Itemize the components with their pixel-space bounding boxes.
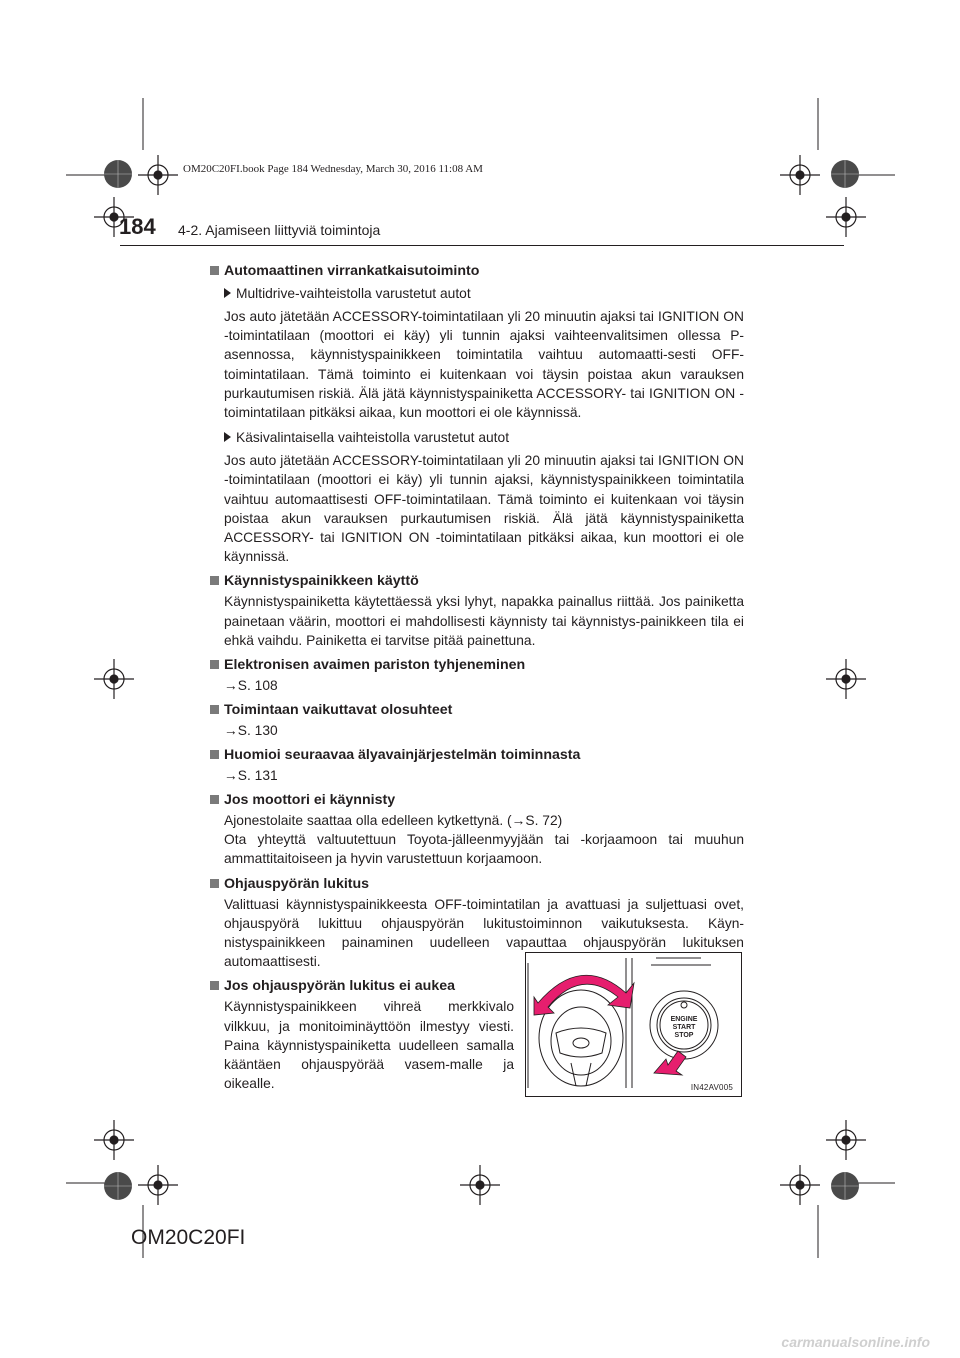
section-button-use: [210, 572, 744, 650]
paragraph: Ota yhteyttä valtuutettuun Toyota-jälleenmyyjään tai -korjaamoon tai muuhun ammattitaitoiseen ja hyvin varustettuun korjaamoon.: [224, 832, 744, 867]
subsection-title: Käsivalintaisella vaihteistolla varustetut autot: [210, 428, 744, 447]
steering-wheel-figure: [525, 952, 742, 1097]
press-arrow-icon: [654, 1051, 686, 1075]
section-title: Toimintaan vaikuttavat olosuhteet: [210, 701, 744, 719]
figure-code: IN42AV005: [690, 1083, 733, 1092]
watermark: carmanualsonline.info: [781, 1334, 930, 1350]
section-engine-no-start: [210, 791, 744, 869]
page-reference[interactable]: →S. 108: [224, 678, 278, 694]
section-smart-key: [210, 746, 744, 785]
page-reference[interactable]: →S. 130: [224, 723, 278, 739]
book-label: OM20C20FI.book Page 184 Wednesday, March 30, 2016 11:08 AM: [183, 163, 483, 175]
paragraph: Jos auto jätetään ACCESSORY-toimintatilaan yli 20 minuutin ajaksi tai IGNITION ON -toimintatilaan (moottori ei käy) yli tunnin ajaksi vaihteenvalitsimen ollessa P-asennossa, käynnistyspainikkeen toimintatila vaihtuu automaatti-sesti OFF-toimintatilaan. Tämä toiminto ei kuitenkaan voi täysin poistaa akun varauksen purkautumisen riskiä. Älä jätä käynnistyspainiketta ACCESSORY- tai IGNITION ON -toimintatilaan pitkäksi aikaa, kun moottori ei ole käynnissä.: [224, 309, 744, 421]
page-number: 184: [119, 214, 156, 239]
steering-wheel-illustration: [526, 953, 741, 1096]
section-title: Käynnistyspainikkeen käyttö: [210, 572, 744, 590]
paragraph: Käynnistyspainikkeen vihreä merkkivalo vilkkuu, ja monitoiminäyttöön ilmestyy viesti. Paina käynnistyspainiketta uudelleen samalla kääntäen ohjauspyörää vasem-malle ja oikealle.: [224, 999, 514, 1092]
header-rule: [120, 245, 844, 246]
stop-label: STOP: [674, 1032, 694, 1039]
chapter-title: 4-2. Ajamiseen liittyviä toimintoja: [178, 222, 381, 238]
paragraph: Ajonestolaite saattaa olla edelleen kytkettynä. (→S. 72): [224, 813, 563, 829]
footer-code: OM20C20FI: [131, 1226, 246, 1249]
section-auto-off: [210, 262, 744, 566]
section-title: Huomioi seuraavaa älyavainjärjestelmän toiminnasta: [210, 746, 744, 764]
section-battery: [210, 656, 744, 695]
section-title: Ohjauspyörän lukitus: [210, 875, 744, 893]
engine-label: ENGINE: [670, 1016, 698, 1023]
section-title: Jos ohjauspyörän lukitus ei aukea: [210, 977, 744, 995]
page-reference[interactable]: →S. 131: [224, 768, 278, 784]
paragraph: Valittuasi käynnistyspainikkeesta OFF-toimintatilan ja avattuasi ja suljettuasi ovet, ohjauspyörä lukittuu ohjauspyörän lukitustoiminnon vaikutuksesta. Käyn-nistyspainikkeen painaminen uudelleen vapauttaa ohjauspyörän lukituksen automaattisesti.: [224, 896, 744, 970]
paragraph: Jos auto jätetään ACCESSORY-toimintatilaan yli 20 minuutin ajaksi tai IGNITION ON -toimintatilaan (moottori ei käy) yli tunnin ajaksi, käynnistyspainikkeen toimintatila vaihtuu automaattisesti OFF-toimintatilaan. Tämä toiminto ei kuitenkaan voi täysin poistaa akun varauksen purkautumisen riskiä. Älä jätä käynnistyspainiketta ACCESSORY- tai IGNITION ON -toimintatilaan pitkäksi aikaa, kun moottori ei ole käynnissä.: [224, 453, 744, 565]
subsection-title: Multidrive-vaihteistolla varustetut autot: [210, 284, 744, 303]
section-title: Jos moottori ei käynnisty: [210, 791, 744, 809]
rotation-arrow-icon: [534, 975, 634, 1015]
section-conditions: [210, 701, 744, 740]
section-title: Elektronisen avaimen pariston tyhjeneminen: [210, 656, 744, 674]
start-label: START: [672, 1024, 696, 1031]
paragraph: Käynnistyspainiketta käytettäessä yksi lyhyt, napakka painallus riittää. Jos painiketta painetaan väärin, moottori ei mahdollisesti käynnisty tai käynnistys-painikkeen tila ei ehkä vaihdu. Painiketta ei tarvitse pitää painettuna.: [224, 594, 744, 648]
section-title: Automaattinen virrankatkaisutoiminto: [210, 262, 744, 280]
